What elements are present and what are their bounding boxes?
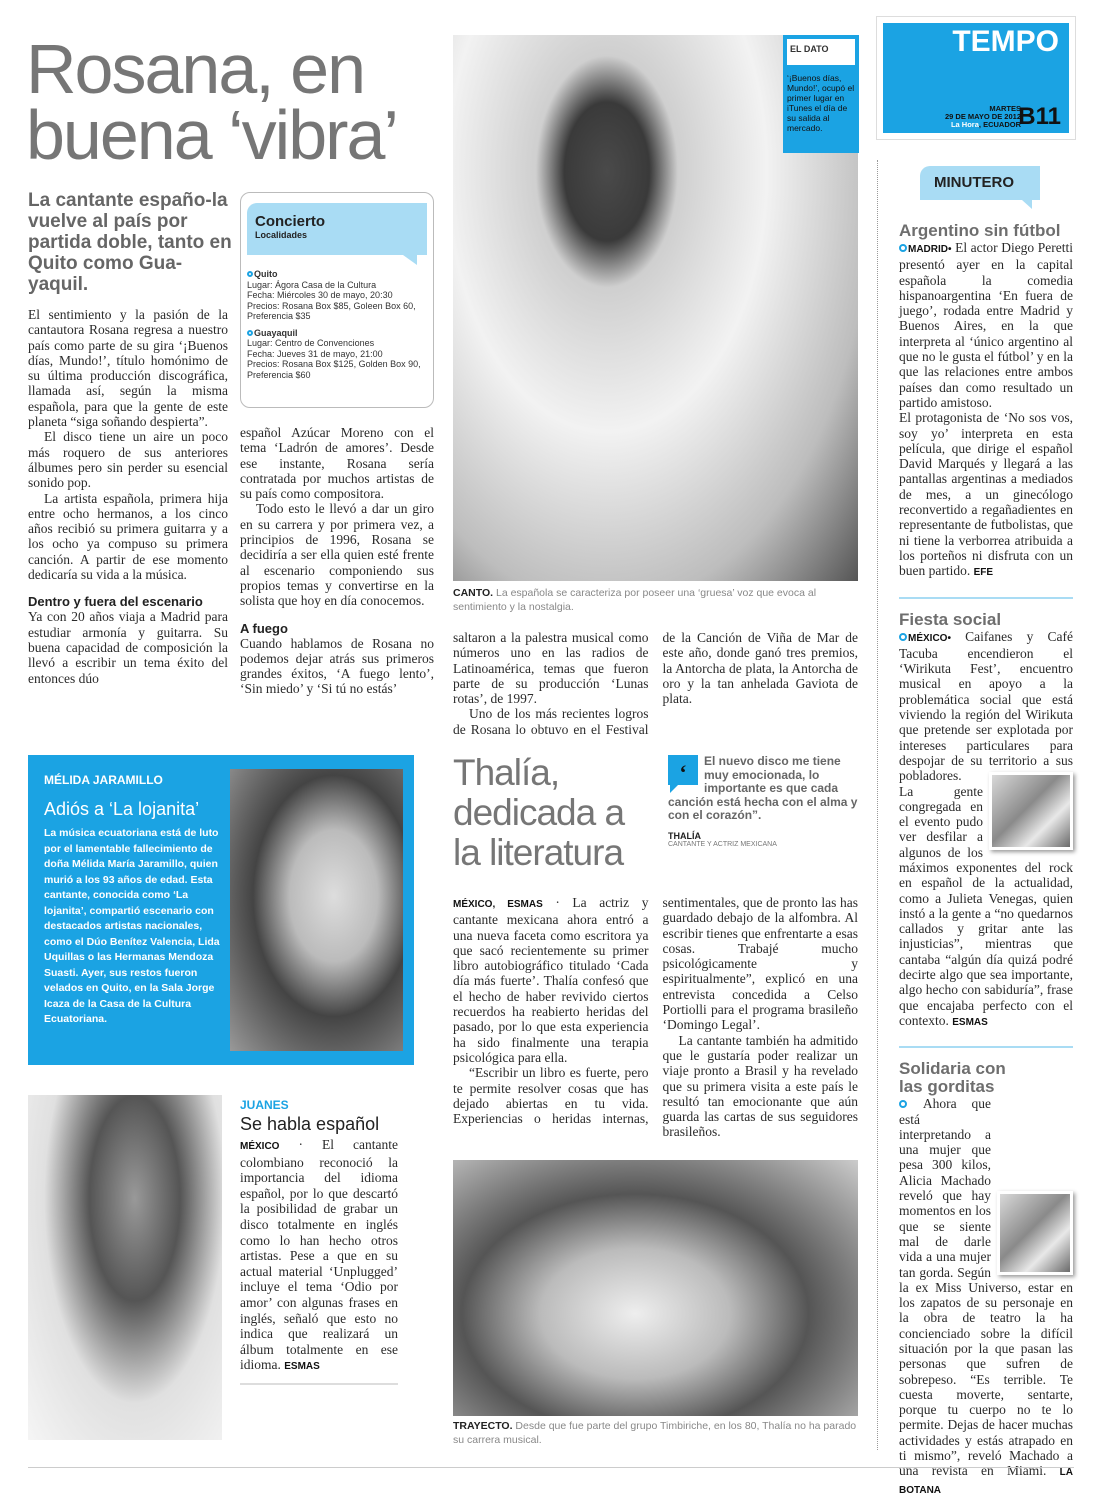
thalia-photo: [453, 1160, 858, 1416]
quote-name: THALÍA: [668, 830, 701, 841]
quote-icon: ‘: [668, 755, 698, 785]
melida-kicker: MÉLIDA JARAMILLO: [44, 773, 163, 787]
subhead: Dentro y fuera del escenario: [28, 594, 203, 610]
el-dato-box: [783, 35, 859, 153]
bullet-icon: [899, 244, 907, 252]
concert-subtitle: Localidades: [255, 230, 308, 240]
thalia-caption: TRAYECTO. Desde que fue parte del grupo Timbiriche, en los 80, Thalía no ha parado su carrera musical.: [453, 1420, 857, 1446]
rosana-col-1: El sentimiento y la pasión de la cantautora Rosana regresa a nuestro país como parte de su gira ‘¡Buenos días, Mundo!’, título homónimo de su última producción discográfica, llamada así, según la misma española, para que la gente de este planeta “siga soñando despierta”. El disco tiene un aire un poco más roquero de sus anteriores álbumes pero sin perder su esencial sonido pop. La artista española, primera hija entre ocho hermanos, a los cinco años recibió su primera guitarra y a los ocho ya compuso su primera canción. A partir de ese momento dedicaría su vida a la música. Dentro y fuera del escenario Ya con 20 años viaja a Madrid para estudiar armonía y guitarra. Su buena capacidad de composición la llevó a escribir un tema éxito del entonces dúo: [28, 307, 228, 686]
el-dato-text: ‘¡Buenos días, Mundo!’, ocupó el primer lugar en iTunes el día de su salida al mercado.: [787, 73, 855, 133]
rosana-deck: La cantante españo-la vuelve al país por partida doble, tanto en Quito como Gua-yaquil.: [28, 190, 232, 295]
el-dato-title: EL DATO: [787, 39, 855, 65]
rosana-headline: [26, 30, 446, 174]
juanes-photo: [28, 1095, 222, 1440]
melida-title: Adiós a ‘La lojanita’: [44, 799, 200, 819]
thalia-headline: Thalía, dedicada a la literatura: [453, 752, 625, 873]
juanes-article: JUANES Se habla español MÉXICO · El cantante colombiano reconoció la importancia del idioma español, por lo que descartó la posibilidad de grabar un disco totalmente en inglés como lo han hecho otros artistas. Pese a que en su actual material ‘Unplugged’ incluye el tema ‘Odio por amor’ con algunas frases en inglés, señaló que esto no indica que realizará un álbum totalmente en ese idioma. ESMAS: [240, 1098, 398, 1385]
minutero-list: [899, 222, 1073, 1498]
melida-text: La música ecuatoriana está de luto por el lamentable fallecimiento de doña Mélida María Jaramillo, quien murió a los 93 años de edad. Esta cantante, conocida como ‘La lojanita’, compartió escenario con destacados artistas nacionales, como el Dúo Benítez Valencia, Lida Uquillas o las Hermanas Mendoza Suasti. Ayer, sus restos fueron velados en Quito, en la Sala Jorge Icaza de la Casa de la Cultura Ecuatoriana.: [44, 827, 220, 1025]
concert-city-quito: Quito Lugar: Ágora Casa de la Cultura Fecha: Miércoles 30 de mayo, 20:30 Precios: Rosana Box $85, Goleen Box 60, Preferencia $35: [247, 269, 416, 321]
wirikuta-photo: [989, 772, 1073, 850]
subhead: A fuego: [240, 620, 288, 636]
juanes-kicker: JUANES: [240, 1098, 289, 1112]
section-day: MARTES: [989, 104, 1021, 113]
rosana-continuation: saltaron a la palestra musical como números uno en las radios de Latinoamérica, temas que fueron parte de su producción ‘Lunas rotas’, de 1997. Uno de los más recientes logros de Rosana lo obtuvo en el Festival de la Canción de Viña de Mar de este año, donde ganó tres premios, la Antorcha de plata, la Antorcha de oro y la tan anhelada Gaviota de plata.: [453, 630, 858, 737]
bullet-icon: [899, 633, 907, 641]
rosana-caption: CANTO. La española se caracteriza por poseer una ‘gruesa’ voz que evoca al sentimiento y la nostalgia.: [453, 587, 817, 613]
melida-photo: [230, 769, 403, 1051]
section-header: TEMPO MARTES 29 DE MAYO DE 2012 La Hora, ECUADOR B11: [876, 16, 1076, 140]
page-bottom-rule: [28, 1467, 1074, 1468]
column-divider: [877, 160, 878, 1450]
bullet-icon: [247, 330, 253, 336]
rosana-col-2: español Azúcar Moreno con el tema ‘Ladrón de amores’. Desde ese instante, Rosana sería contratada por muchos artistas de su país como compositora. Todo esto le llevó a dar un giro en su carrera y por primera vez, a principios de 1996, Rosana se decidiría a ser ella quien esté frente al escenario componiendo sus propios temas y convertirse en la solista que hoy en día conocemos. A fuego Cuando hablamos de Rosana no podemos dejar atrás sus primeros grandes éxitos, ‘A fuego lento’, ‘Sin miedo’ y ‘Si tú no estás’: [240, 425, 434, 697]
minutero-label: MINUTERO: [920, 166, 1040, 200]
headline-line-1: Rosana, en: [26, 30, 365, 108]
juanes-title: Se habla español: [240, 1114, 380, 1134]
concert-box: [240, 192, 434, 408]
section-date: 29 DE MAYO DE 2012: [944, 112, 1021, 121]
page-number: B11: [1018, 103, 1061, 130]
concert-box-header: [247, 203, 427, 255]
thalia-body: MÉXICO, ESMAS · La actriz y cantante mexicana ahora entró a una nueva faceta como escritora ya que sacó recientemente su primer libro autobiográfico titulado ‘Cada día más fuerte’. Thalía confesó que el hecho de haber revivido ciertos recuerdos ha reabierto heridas del pasado, por lo que esta experiencia ha sido finalmente una terapia psicológica para ella. “Escribir un libro es fuerte, pero te permite resolver cosas que has dejado abiertas en tu vida. Experiencias o heridas internas, sentimentales, que de pronto las has guardado debajo de la alfombra. Al escribir tienes que enfrentarte a esas cosas. Trabajé mucho psicológicamente y espiritualmente”, explicó en una entrevista concedida a Celso Portiolli para el programa brasileño ‘Domingo Legal’. La cantante también ha admitido que le gustaría poder realizar un viaje pronto a Brasil y ha revelado que su primera visita a este país le resultó tan emocionante que aún guarda las cartas de sus seguidores brasileños.: [453, 895, 858, 1140]
concert-city-guayaquil: Guayaquil Lugar: Centro de Convenciones Fecha: Jueves 31 de mayo, 21:00 Precios: Rosana Box $125, Golden Box 90, Preferencia $60: [247, 327, 421, 380]
section-name: TEMPO: [952, 25, 1059, 58]
quote-role: CANTANTE Y ACTRIZ MEXICANA: [668, 840, 777, 848]
concert-title: Concierto: [255, 213, 326, 230]
thalia-quote: ‘ El nuevo disco me tiene muy emocionada, lo importante es que cada canción está hecha con el alma y con el corazón”. THALÍA CANTANTE Y ACTRIZ MEXICANA: [668, 755, 860, 848]
minutero-item: Argentino sin fútbol MADRID• El actor Diego Peretti presentó ayer en la capital española la comedia hispanoargentina ‘En fuera de juego’, rodada entre Madrid y Buenos Aires, en la que interpreta al ‘único argentino al que no le gusta el fútbol’ y en la que las relaciones entre ambos países dan como resultado un partido amistoso. El protagonista de ‘No sos vos, soy yo’ interpreta en esta película, que dirige el español David Marqués y llegará a las pantallas argentinas a mediados de mes, a un ginecólogo reconvertido a regañadientes en representante de futbolistas, que ni tiene la verborrea atribuida a los porteños ni disfruta con un buen partido. EFE: [899, 221, 1073, 579]
melida-box: [28, 755, 414, 1065]
bullet-icon: [247, 271, 253, 277]
minutero-item: Fiesta social MÉXICO• Caifanes y Café Tacuba encendieron el ‘Wirikuta Fest’, encuentro musical en apoyo a la problemática social que está viviendo la región del Wirikuta que pretende ser explotada por intereses particulares para despojar de su territorio a sus pobladores. La gente congregada en el evento pudo ver desfilar a algunos de los máximos exponentes del rock en español de la actualidad, como a Julieta Venegas, quien instó a la gente a “no quedarnos callados y gritar ante las injusticias”, mientras que cantaba “algún día quizá podré decirte algo que sea importante, algo hecho con sabiduría”, frase que encajaba perfecto con el contexto. ESMAS: [899, 609, 1073, 1028]
minutero-item: Solidaria con las gorditas Ahora que está interpretando a una mujer que pesa 300 kilos, Alicia Machado reveló que hay momentos en los que se siente mal de darle vida a una mujer tan gorda. Según la ex Miss Universo, estar en los zapatos de su personaje en la obra de teatro la ha concienciado sobre la difícil situación por la que pasan las personas que sufren de sobrepeso. “Es terrible. Te cuesta moverte, sentarte, porque tu cuerpo no te lo permite. Dejas de hacer muchas actividades y estás atrapado en ti mismo”, reveló Machado a una revista en Miami. LA BOTANA: [899, 1059, 1073, 1496]
bullet-icon: [899, 1100, 907, 1108]
alicia-machado-photo: [997, 1191, 1073, 1275]
headline-line-2: buena ‘vibra’: [26, 96, 397, 174]
